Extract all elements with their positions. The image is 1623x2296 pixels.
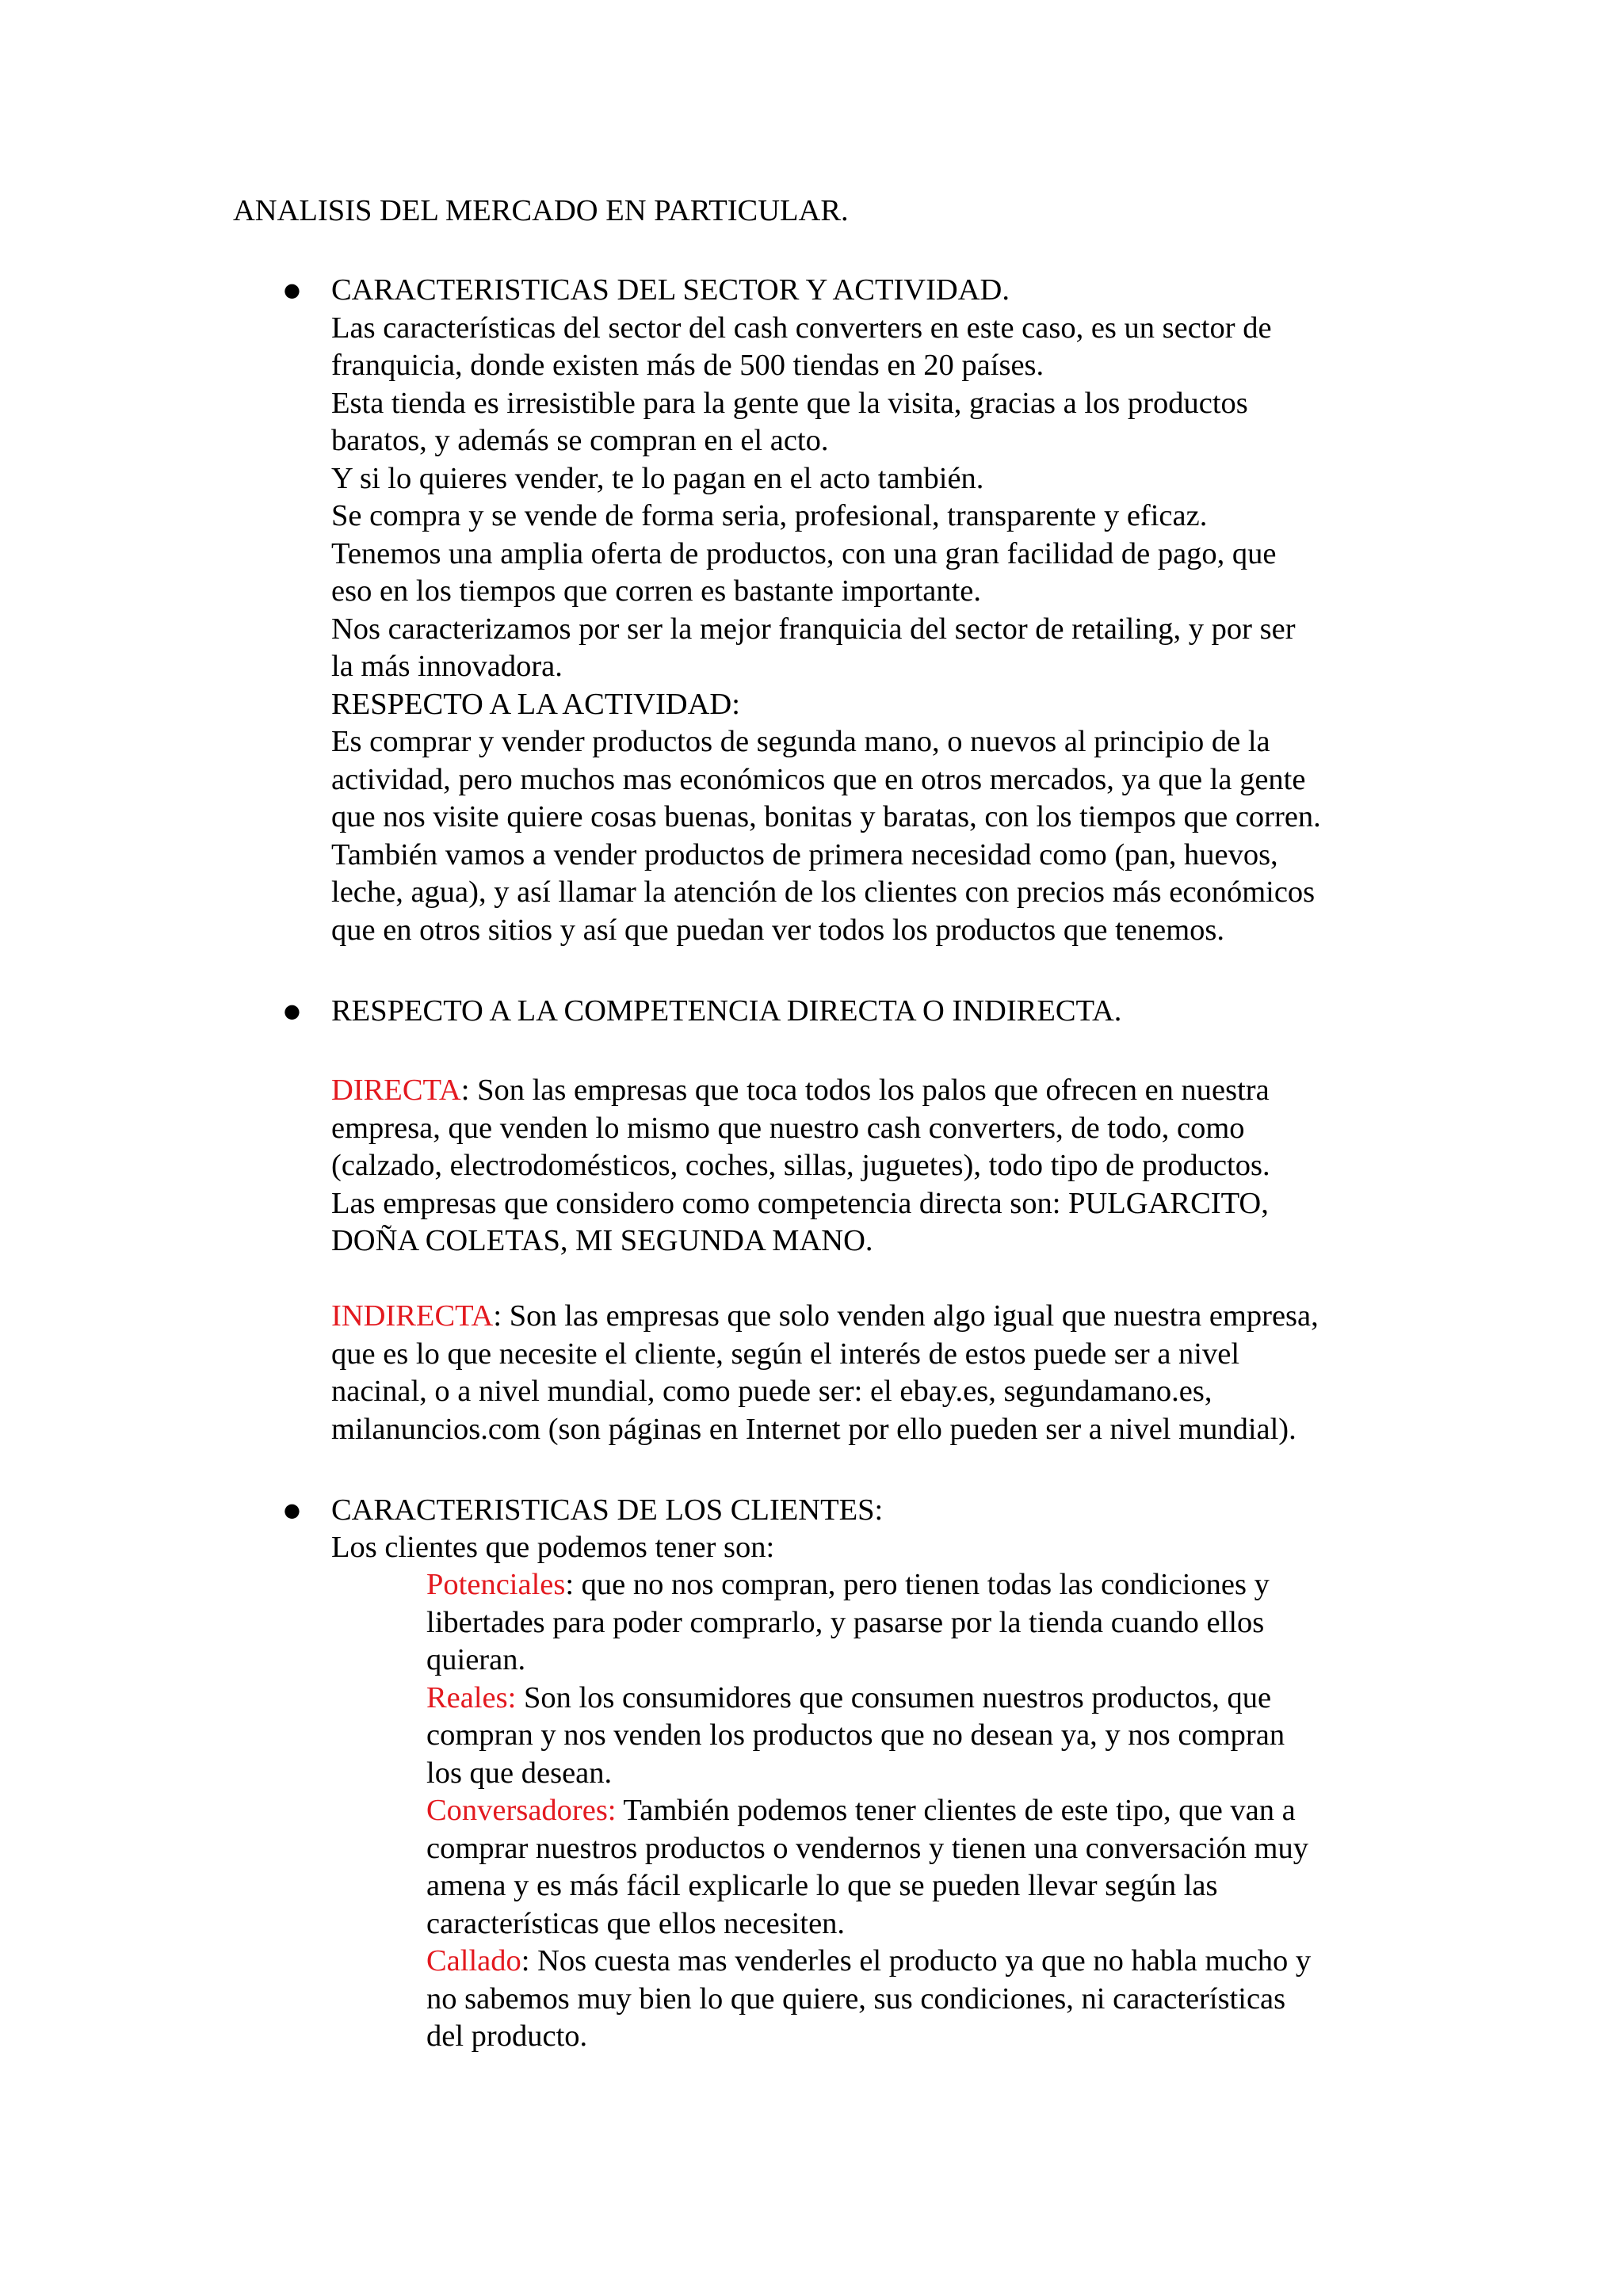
paragraph-line: También vamos a vender productos de primera necesidad como (pan, huevos, (331, 837, 1278, 871)
paragraph-line: la más innovadora. (331, 650, 563, 683)
term-definition: : Son las empresas que toca todos los palos que ofrecen en nuestra (460, 1074, 1270, 1107)
term-directa: DIRECTA (331, 1074, 461, 1107)
paragraph-line (331, 1072, 1270, 1110)
clientes-intro (331, 1529, 774, 1567)
clientes-types-list (426, 1566, 1311, 2056)
paragraph-line (426, 1792, 1311, 1830)
term-definition: : Son las empresas que solo venden algo igual que nuestra empresa, (493, 1299, 1319, 1333)
paragraph-line: amena y es más fácil explicarle lo que se pueden llevar según las (426, 1869, 1218, 1902)
paragraph-line: los que desean. (426, 1756, 613, 1790)
section-heading: CARACTERISTICAS DEL SECTOR Y ACTIVIDAD. (331, 273, 1010, 307)
paragraph-line: Se compra y se vende de forma seria, profesional, transparente y eficaz. (331, 499, 1208, 532)
paragraph-line: Nos caracterizamos por ser la mejor franquicia del sector de retailing, y por ser (331, 612, 1296, 646)
section-sector-actividad (284, 272, 1321, 949)
paragraph-line: Y si lo quieres vender, te lo pagan en el acto también. (331, 461, 984, 495)
paragraph-line: baratos, y además se compran en el acto. (331, 424, 829, 457)
paragraph-line: características que ellos necesiten. (426, 1906, 846, 1940)
paragraph-line: Los clientes que podemos tener son: (331, 1531, 775, 1564)
paragraph-line (426, 1680, 1311, 1718)
bullet-icon: ● (284, 1499, 300, 1521)
paragraph-line: eso en los tiempos que corren es bastante importante. (331, 574, 982, 608)
bullet-icon: ● (284, 1000, 300, 1022)
paragraph-line: del producto. (426, 2019, 588, 2053)
paragraph-line: que en otros sitios y así que puedan ver todos los productos que tenemos. (331, 913, 1225, 947)
paragraph-line: empresa, que venden lo mismo que nuestro cash converters, de todo, como (331, 1111, 1245, 1145)
paragraph-line: (calzado, electrodomésticos, coches, sillas, juguetes), todo tipo de productos. (331, 1149, 1270, 1182)
paragraph-line: leche, agua), y así llamar la atención de los clientes con precios más económicos (331, 875, 1316, 909)
paragraph-line (426, 1943, 1311, 1981)
paragraph-line: no sabemos muy bien lo que quiere, sus condiciones, ni características (426, 1981, 1286, 2016)
paragraph-line: Esta tienda es irresistible para la gente que la visita, gracias a los productos (331, 386, 1248, 420)
paragraph-line: que nos visite quiere cosas buenas, bonitas y baratas, con los tiempos que corren. (331, 800, 1321, 833)
term-definition: Son los consumidores que consumen nuestros productos, que (516, 1680, 1272, 1714)
term-definition: : Nos cuesta mas venderles el producto ya que no habla mucho y (521, 1944, 1312, 1978)
paragraph-line: que es lo que necesite el cliente, según el interés de estos puede ser a nivel (331, 1337, 1240, 1371)
term-reales: Reales: (426, 1680, 517, 1714)
paragraph-line: quieran. (426, 1643, 526, 1676)
paragraph-line: nacinal, o a nivel mundial, como puede ser: el ebay.es, segundamano.es, (331, 1375, 1212, 1408)
paragraph-line: libertades para poder comprarlo, y pasarse por la tienda cuando ellos (426, 1605, 1265, 1639)
paragraph-line (331, 1298, 1319, 1336)
paragraph-line: milanuncios.com (son páginas en Internet por ello pueden ser a nivel mundial). (331, 1412, 1296, 1446)
term-conversadores: Conversadores: (426, 1794, 617, 1827)
paragraph-line: DOÑA COLETAS, MI SEGUNDA MANO. (331, 1224, 873, 1257)
term-potenciales: Potenciales (426, 1568, 566, 1601)
paragraph-line: Es comprar y vender productos de segunda mano, o nuevos al principio de la (331, 725, 1270, 758)
paragraph-directa (331, 1072, 1270, 1261)
term-callado: Callado (426, 1944, 521, 1978)
term-definition: : que no nos compran, pero tienen todas las condiciones y (565, 1568, 1270, 1601)
section-heading: CARACTERISTICAS DE LOS CLIENTES: (331, 1493, 884, 1527)
paragraph-line: Las características del sector del cash converters en este caso, es un sector de (331, 311, 1272, 345)
page-title: ANALISIS DEL MERCADO EN PARTICULAR. (233, 194, 849, 227)
section-clientes (284, 1492, 884, 1530)
section-heading: RESPECTO A LA COMPETENCIA DIRECTA O INDIRECTA. (331, 994, 1122, 1028)
section-competencia (284, 993, 1122, 1031)
bullet-icon: ● (284, 279, 300, 301)
term-definition: También podemos tener clientes de este tipo, que van a (616, 1794, 1296, 1827)
paragraph-line: compran y nos venden los productos que no desean ya, y nos compran (426, 1718, 1285, 1752)
paragraph-line: Tenemos una amplia oferta de productos, con una gran facilidad de pago, que (331, 536, 1277, 570)
paragraph-line: Las empresas que considero como competencia directa son: PULGARCITO, (331, 1186, 1269, 1220)
paragraph-line: franquicia, donde existen más de 500 tiendas en 20 países. (331, 349, 1044, 382)
paragraph-line (426, 1566, 1311, 1604)
term-indirecta: INDIRECTA (331, 1299, 494, 1333)
paragraph-indirecta (331, 1298, 1319, 1448)
paragraph-line: actividad, pero muchos mas económicos que en otros mercados, ya que la gente (331, 762, 1306, 796)
subheading-actividad: RESPECTO A LA ACTIVIDAD: (331, 687, 740, 721)
paragraph-line: comprar nuestros productos o vendernos y tienen una conversación muy (426, 1831, 1308, 1865)
